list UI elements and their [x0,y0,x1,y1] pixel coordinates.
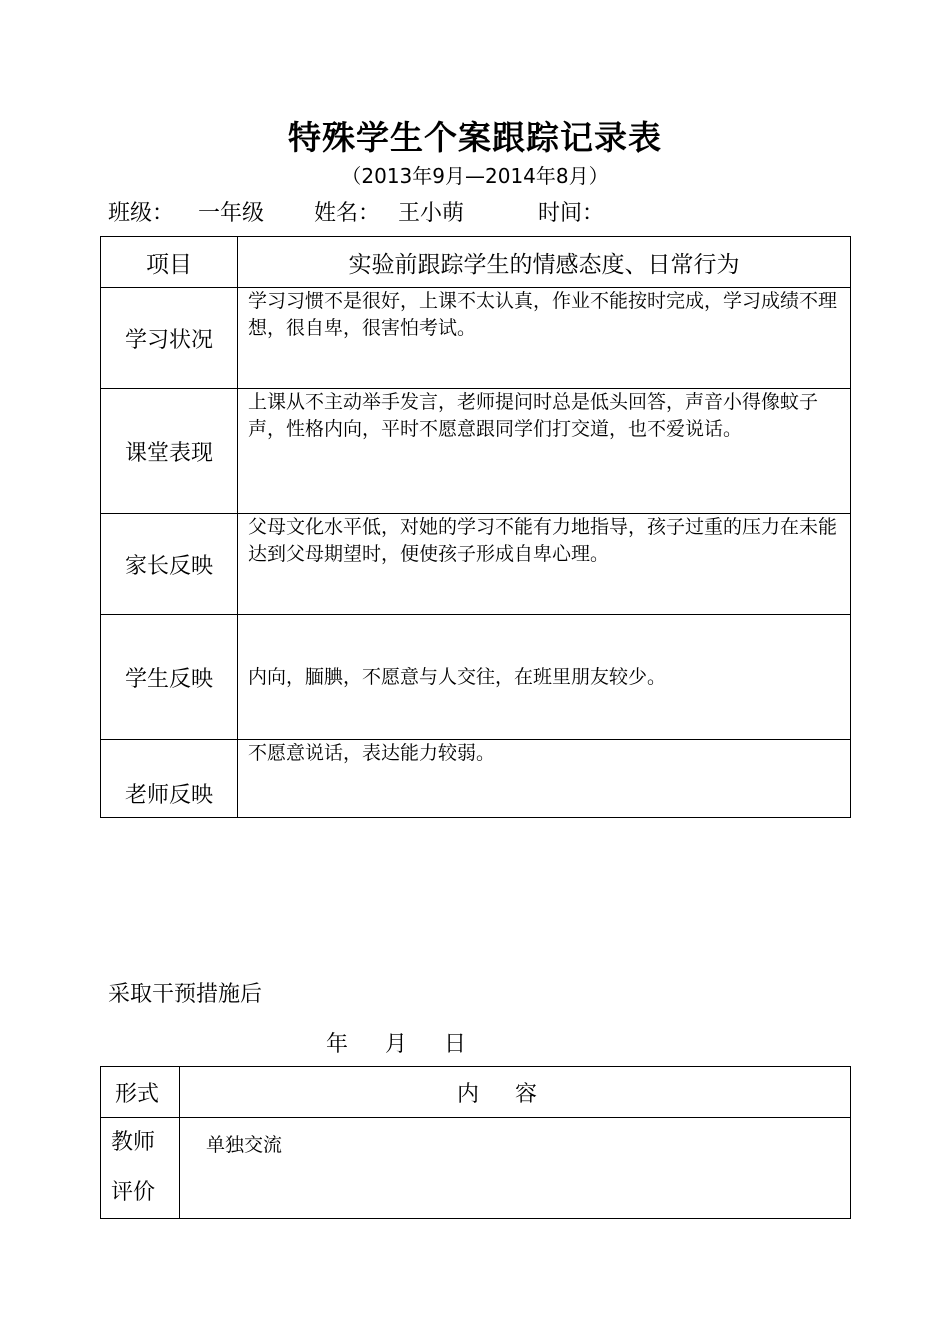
row-text: 学习习惯不是很好，上课不太认真，作业不能按时完成，学习成绩不理想，很自卑，很害怕考试。 [238,288,851,389]
row-text: 父母文化水平低，对她的学习不能有力地指导，孩子过重的压力在未能达到父母期望时，便使孩子形成自卑心理。 [238,514,851,615]
table-row [101,615,851,740]
row-label: 家长反映 [101,514,238,615]
row-label: 学生反映 [101,615,238,740]
row-label: 学习状况 [101,288,238,389]
tracking-record-table [100,236,851,818]
column-header-description: 实验前跟踪学生的情感态度、日常行为 [238,237,851,288]
name-label: 姓名： [314,201,381,226]
row-text: 不愿意说话，表达能力较弱。 [238,740,851,818]
row-label [101,1118,180,1219]
row-text: 单独交流 [180,1118,851,1219]
class-value: 一年级 [198,201,265,226]
time-label: 时间： [538,201,605,226]
table-header-row [101,237,851,288]
row-label: 老师反映 [101,740,238,818]
table-row [101,288,851,389]
table-header-row [101,1067,851,1118]
row-label: 课堂表现 [101,389,238,514]
day-label: 日 [444,1032,467,1057]
table-row [101,514,851,615]
row-text: 上课从不主动举手发言，老师提问时总是低头回答，声音小得像蚊子声，性格内向，平时不愿意跟同学们打交道，也不爱说话。 [238,389,851,514]
column-header-content: 内容 [180,1067,851,1118]
table-row [101,1118,851,1219]
page-title: 特殊学生个案跟踪记录表 [288,118,662,157]
intervention-table [100,1066,851,1219]
table-row [101,389,851,514]
after-intervention-heading: 采取干预措施后 [108,982,263,1007]
name-value: 王小萌 [398,201,465,226]
table-row [101,740,851,818]
month-label: 月 [385,1032,408,1057]
row-label-line1: 教师 [111,1130,156,1155]
column-header-form: 形式 [101,1067,180,1118]
date-range-subtitle: （2013年9月—2014年8月） [341,164,609,188]
column-header-item: 项目 [101,237,238,288]
row-label-line2: 评价 [111,1180,156,1205]
class-label: 班级： [108,201,175,226]
year-label: 年 [326,1032,349,1057]
date-line [326,1027,496,1058]
row-text: 内向，腼腆，不愿意与人交往，在班里朋友较少。 [238,615,851,740]
